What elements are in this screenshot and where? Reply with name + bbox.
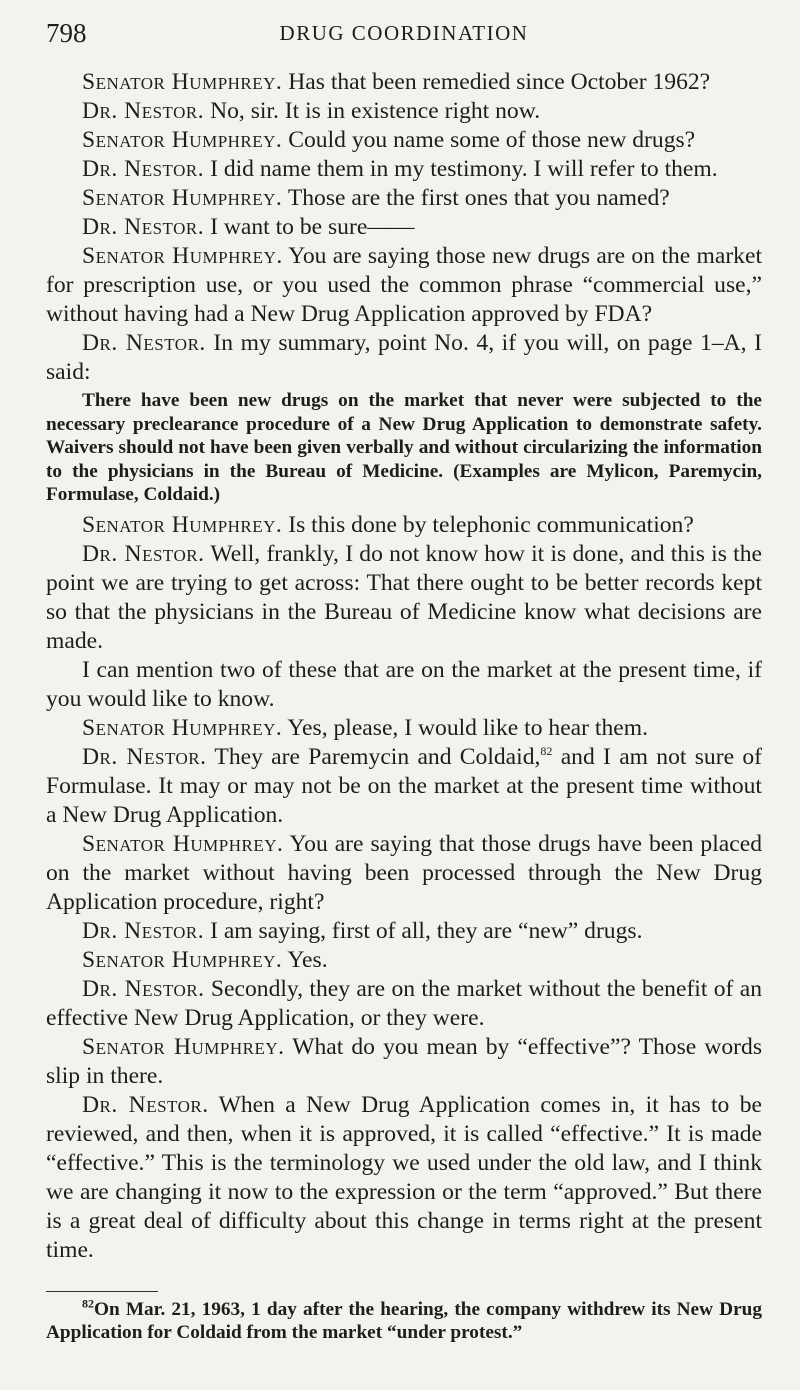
paragraph-text: In my summary, point No. 4, if you will, on page 1–A, I said: xyxy=(46,330,762,385)
page-header xyxy=(46,18,762,52)
paragraph xyxy=(46,830,762,917)
paragraph-text: Yes, please, I would like to hear them. xyxy=(287,714,648,741)
paragraph-text: I can mention two of these that are on the market at the present time, if you would like to know. xyxy=(46,656,762,712)
paragraph-text: No, sir. It is in existence right now. xyxy=(210,98,541,124)
paragraph-text: Yes. xyxy=(287,946,328,973)
speaker: Dr. Nestor. xyxy=(82,743,207,770)
paragraph xyxy=(46,1091,762,1265)
paragraph-text: You are saying those new drugs are on the market for prescription use, or you used the common phrase “commercial use,” without having had a New Drug Application approved by FDA? xyxy=(46,243,762,327)
speaker: Dr. Nestor. xyxy=(82,917,205,944)
paragraph xyxy=(46,975,762,1033)
speaker: Dr. Nestor. xyxy=(82,330,206,356)
paragraph xyxy=(46,540,762,656)
page-number: 798 xyxy=(46,18,87,48)
speaker: Dr. Nestor. xyxy=(82,98,205,124)
speaker: Senator Humphrey. xyxy=(82,69,283,95)
paragraph-text: When a New Drug Application comes in, it has to be reviewed, and then, when it is approved, it is called “effective.” It is made “effective.” This is the terminology we used under the old law, and I think we are changing it now to the expression or the term “approved.” But there is a great deal of difficulty about this change in terms right at the present time. xyxy=(46,1091,762,1263)
footnote-text xyxy=(46,1298,762,1344)
paragraph xyxy=(46,213,762,242)
block-quote xyxy=(46,389,762,507)
paragraph xyxy=(46,126,762,155)
paragraph xyxy=(46,184,762,213)
speaker: Senator Humphrey. xyxy=(82,830,284,857)
speaker: Senator Humphrey. xyxy=(82,1033,285,1060)
speaker: Senator Humphrey. xyxy=(82,714,283,741)
speaker: Senator Humphrey. xyxy=(82,243,283,269)
paragraph xyxy=(46,511,762,540)
paragraph xyxy=(46,329,762,387)
running-title: DRUG COORDINATION xyxy=(279,21,529,45)
paragraph-text: Is this done by telephonic communication? xyxy=(288,511,694,538)
speaker: Dr. Nestor. xyxy=(82,1091,209,1118)
paragraph xyxy=(46,242,762,329)
document-body xyxy=(46,68,762,1265)
speaker: Senator Humphrey. xyxy=(82,946,283,973)
paragraph xyxy=(46,946,762,975)
speaker: Senator Humphrey. xyxy=(82,511,283,538)
paragraph-text: Could you name some of those new drugs? xyxy=(288,127,696,153)
speaker: Senator Humphrey. xyxy=(82,127,283,153)
paragraph-text: You are saying that those drugs have been placed on the market without having been processed through the New Drug Application procedure, right? xyxy=(46,830,762,915)
paragraph-text: I want to be sure—— xyxy=(210,214,415,240)
paragraph xyxy=(46,917,762,946)
speaker: Dr. Nestor. xyxy=(82,156,205,182)
speaker: Senator Humphrey. xyxy=(82,185,283,211)
paragraph-text: Those are the first ones that you named? xyxy=(287,185,670,211)
paragraph xyxy=(46,656,762,714)
paragraph-text: I did name them in my testimony. I will refer to them. xyxy=(210,156,718,182)
paragraph xyxy=(46,714,762,743)
footnote xyxy=(46,1298,762,1344)
paragraph-text: I am saying, first of all, they are “new” drugs. xyxy=(210,917,643,944)
speaker: Dr. Nestor. xyxy=(82,214,205,240)
paragraph xyxy=(46,155,762,184)
paragraph xyxy=(46,97,762,126)
speaker: Dr. Nestor. xyxy=(82,975,205,1002)
paragraph-text: Has that been remedied since October 1962? xyxy=(288,69,711,95)
paragraph-text: They are Paremycin and Coldaid, xyxy=(214,743,541,770)
footnote-body: On Mar. 21, 1963, 1 day after the hearing, the company withdrew its New Drug Application for Coldaid from the market “under protest.” xyxy=(46,1299,762,1343)
paragraph xyxy=(46,743,762,830)
paragraph-text: Secondly, they are on the market without the benefit of an effective New Drug Application, or they were. xyxy=(46,975,762,1031)
footnote-reference[interactable]: 82 xyxy=(540,743,553,758)
footnote-number: 82 xyxy=(82,1296,94,1311)
paragraph-text: and I am not sure of Formulase. It may or may not be on the market at the present time without a New Drug Application. xyxy=(46,743,762,828)
quote-text: There have been new drugs on the market that never were subjected to the necessary preclearance procedure of a New Drug Application to demonstrate safety. Waivers should not have been given verbally and without circularizing the information to the physicians in the Bureau of Medicine. (Examples are Mylicon, Paremycin, Formulase, Coldaid.) xyxy=(46,390,762,505)
speaker: Dr. Nestor. xyxy=(82,540,205,567)
paragraph-text: Well, frankly, I do not know how it is done, and this is the point we are trying to get across: That there ought to be better records kept so that the physicians in the Bureau of Medicine know what decisions are made. xyxy=(46,540,762,654)
footnote-divider xyxy=(46,1291,158,1292)
paragraph xyxy=(46,1033,762,1091)
paragraph-text: What do you mean by “effective”? Those words slip in there. xyxy=(46,1033,762,1089)
paragraph xyxy=(46,68,762,97)
